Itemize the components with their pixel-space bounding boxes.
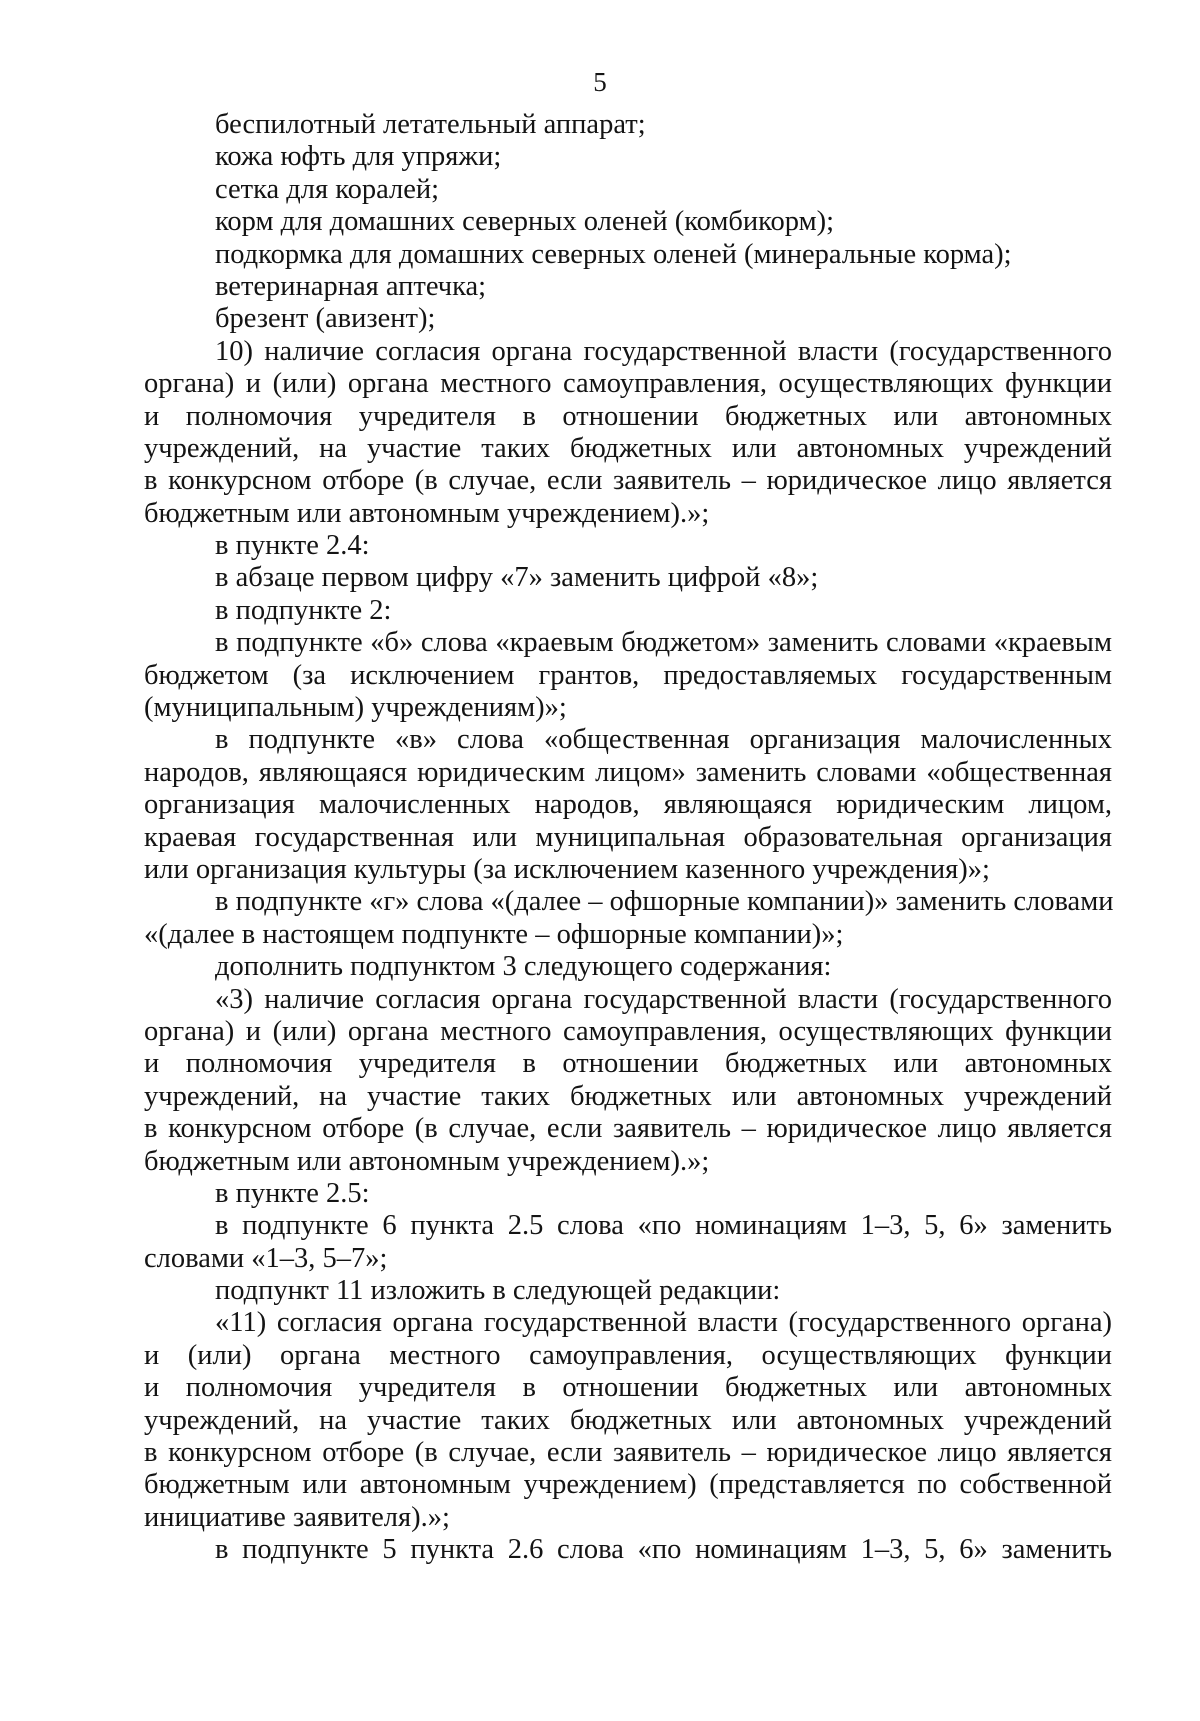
text-line: в конкурсном отборе (в случае, если заявитель – юридическое лицо является (144, 1437, 1112, 1469)
text-line: сетка для коралей; (215, 173, 440, 205)
text-line: «3) наличие согласия органа государственной власти (государственного (215, 983, 1112, 1015)
text-line: в пункте 2.5: (215, 1177, 370, 1209)
text-line: ветеринарная аптечка; (215, 270, 487, 302)
text-line: организация малочисленных народов, являющаяся юридическим лицом, (144, 789, 1112, 821)
text-line: народов, являющаяся юридическим лицом» заменить словами «общественная (144, 756, 1112, 788)
text-line: кожа юфть для упряжи; (215, 141, 502, 173)
text-line: краевая государственная или муниципальная образовательная организация (144, 821, 1112, 853)
text-line: в подпункте «в» слова «общественная организация малочисленных (215, 724, 1112, 756)
text-line: (муниципальным) учреждениям)»; (144, 692, 567, 724)
text-line: органа) и (или) органа местного самоуправления, осуществляющих функции (144, 1015, 1112, 1047)
text-line: и (или) органа местного самоуправления, осуществляющих функции (144, 1339, 1112, 1371)
text-line: в подпункте «б» слова «краевым бюджетом» заменить словами «краевым (215, 627, 1112, 659)
text-line: «(далее в настоящем подпункте – офшорные компании)»; (144, 918, 844, 950)
text-line: в подпункте 5 пункта 2.6 слова «по номинациям 1–3, 5, 6» заменить (215, 1534, 1112, 1566)
text-line: и полномочия учредителя в отношении бюджетных или автономных (144, 1048, 1112, 1080)
text-line: бюджетным или автономным учреждением).»; (144, 497, 710, 529)
text-line: бюджетом (за исключением грантов, предоставляемых государственным (144, 659, 1112, 691)
text-line: и полномочия учредителя в отношении бюджетных или автономных (144, 1372, 1112, 1404)
text-line: бюджетным или автономным учреждением) (представляется по собственной (144, 1469, 1112, 1501)
text-line: в конкурсном отборе (в случае, если заявитель – юридическое лицо является (144, 465, 1112, 497)
document-body (144, 109, 1112, 1567)
text-line: органа) и (или) органа местного самоуправления, осуществляющих функции (144, 368, 1112, 400)
text-line: бюджетным или автономным учреждением).»; (144, 1145, 710, 1177)
text-line: в пункте 2.4: (215, 530, 370, 562)
text-line: в подпункте 6 пункта 2.5 слова «по номинациям 1–3, 5, 6» заменить (215, 1210, 1112, 1242)
text-line: учреждений, на участие таких бюджетных или автономных учреждений (144, 1404, 1112, 1436)
text-line: брезент (авизент); (215, 303, 436, 335)
text-line: словами «1–3, 5–7»; (144, 1242, 388, 1274)
text-line: в подпункте 2: (215, 594, 392, 626)
text-line: в абзаце первом цифру «7» заменить цифрой «8»; (215, 562, 819, 594)
text-line: в конкурсном отборе (в случае, если заявитель – юридическое лицо является (144, 1113, 1112, 1145)
text-line: подкормка для домашних северных оленей (минеральные корма); (215, 238, 1012, 270)
text-line: подпункт 11 изложить в следующей редакции: (215, 1275, 781, 1307)
text-line: 10) наличие согласия органа государственной власти (государственного (215, 335, 1112, 367)
text-line: или организация культуры (за исключением казенного учреждения)»; (144, 853, 990, 885)
text-line: дополнить подпунктом 3 следующего содержания: (215, 951, 832, 983)
text-line: и полномочия учредителя в отношении бюджетных или автономных (144, 400, 1112, 432)
text-line: учреждений, на участие таких бюджетных или автономных учреждений (144, 1080, 1112, 1112)
text-line: в подпункте «г» слова «(далее – офшорные компании)» заменить словами (215, 886, 1114, 918)
text-line: «11) согласия органа государственной власти (государственного органа) (215, 1307, 1112, 1339)
text-line: инициативе заявителя).»; (144, 1501, 450, 1533)
text-line: корм для домашних северных оленей (комбикорм); (215, 206, 835, 238)
page-number: 5 (593, 67, 607, 97)
text-line: учреждений, на участие таких бюджетных или автономных учреждений (144, 432, 1112, 464)
text-line: беспилотный летательный аппарат; (215, 109, 646, 140)
